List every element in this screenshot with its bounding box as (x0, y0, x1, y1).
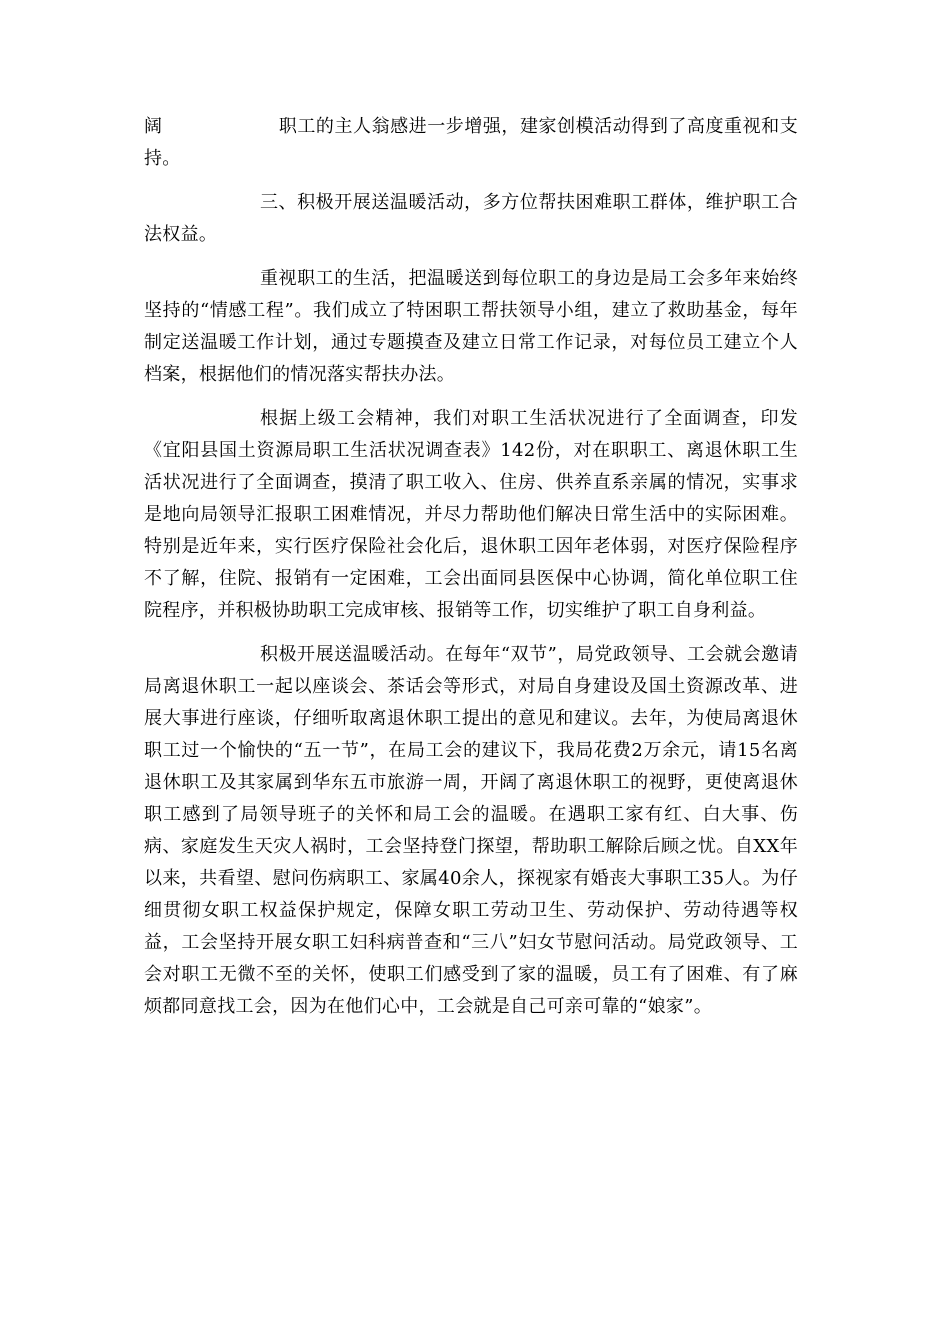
paragraph-lead-char: 阔 (144, 116, 163, 137)
paragraph-warmth-activities: 积极开展送温暖活动。在每年“双节”，局党政领导、工会就会邀请局离退休职工一起以座谈会、茶话会等形式，对局自身建设及国土资源改革、进展大事进行座谈，仔细听取离退休职工提出的意见和建议。去年，为使局离退休职工过一个愉快的“五一节”，在局工会的建议下，我局花费2万余元，请15名离退休职工及其家属到华东五市旅游一周，开阔了离退休职工的视野，更使离退休职工感到了局领导班子的关怀和局工会的温暖。在遇职工家有红、白大事、伤病、家庭发生天灾人祸时，工会坚持登门探望，帮助职工解除后顾之忧。自XX年以来，共看望、慰问伤病职工、家属40余人，探视家有婚丧大事职工35人。为仔细贯彻女职工权益保护规定，保障女职工劳动卫生、劳动保护、劳动待遇等权益，工会坚持开展女职工妇科病普查和“三八”妇女节慰问活动。局党政领导、工会对职工无微不至的关怀，使职工们感受到了家的温暖，员工有了困难、有了麻烦都同意找工会，因为在他们心中，工会就是自己可亲可靠的“娘家”。 (144, 644, 798, 1017)
paragraph-survey: 根据上级工会精神，我们对职工生活状况进行了全面调查，印发《宜阳县国土资源局职工生活状况调查表》142份，对在职职工、离退休职工生活状况进行了全面调查，摸清了职工收入、住房、供养直系亲属的情况，实事求是地向局领导汇报职工困难情况，并尽力帮助他们解决日常生活中的实际困难。特别是近年来，实行医疗保险社会化后，退休职工因年老体弱，对医疗保险程序不了解，住院、报销有一定困难，工会出面同县医保中心协调，简化单位职工住院程序，并积极协助职工完成审核、报销等工作，切实维护了职工自身利益。 (144, 408, 798, 621)
section-heading: 三、积极开展送温暖活动，多方位帮扶困难职工群体，维护职工合法权益。 (144, 192, 798, 245)
document-body (144, 111, 798, 1035)
paragraph-continuation (144, 111, 798, 175)
paragraph-text: 职工的主人翁感进一步增强，建家创模活动得到了高度重视和支持。 (144, 116, 798, 169)
paragraph-care-project: 重视职工的生活，把温暖送到每位职工的身边是局工会多年来始终坚持的“情感工程”。我们成立了特困职工帮扶领导小组，建立了救助基金，每年制定送温暖工作计划，通过专题摸查及建立日常工作记录，对每位员工建立个人档案，根据他们的情况落实帮扶办法。 (144, 268, 798, 385)
